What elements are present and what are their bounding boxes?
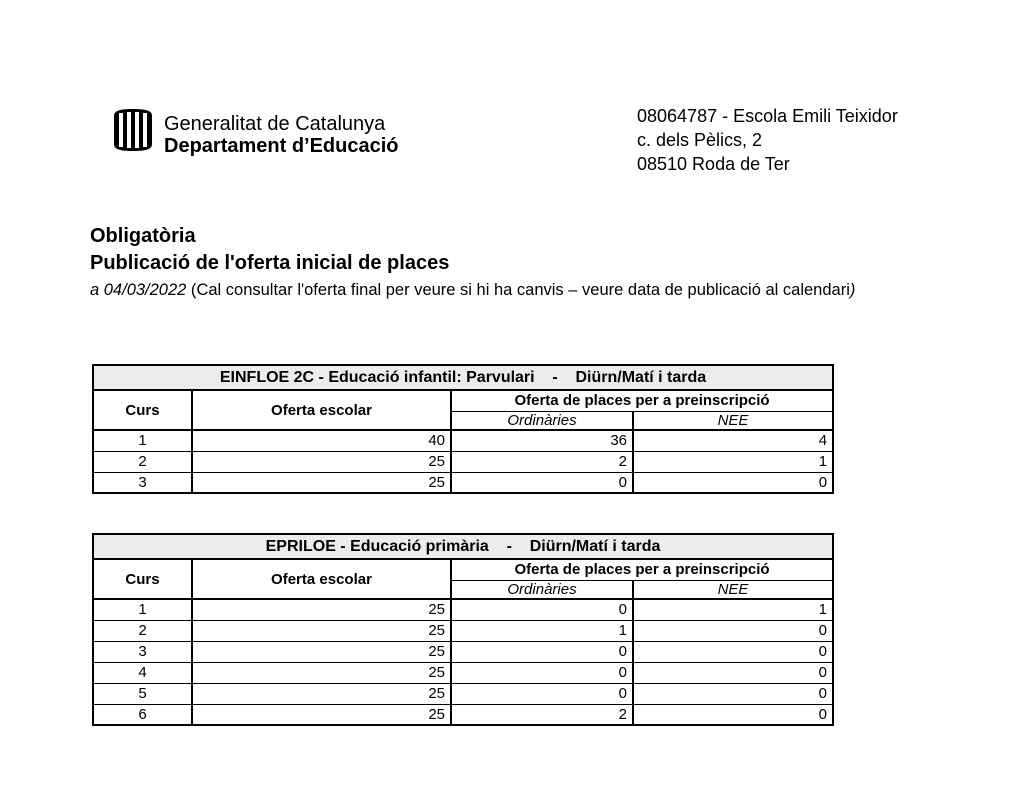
level-title: Obligatòria <box>90 225 196 247</box>
cell-ordinaries: 0 <box>451 683 633 704</box>
header-oferta-escolar: Oferta escolar <box>192 390 451 430</box>
cell-oferta: 25 <box>192 599 451 620</box>
header-nee: NEE <box>633 411 833 430</box>
table-row <box>93 599 833 620</box>
cell-oferta: 40 <box>192 430 451 451</box>
cell-ordinaries: 36 <box>451 430 633 451</box>
table-row <box>93 662 833 683</box>
table-row <box>93 620 833 641</box>
school-name: 08064787 - Escola Emili Teixidor <box>637 106 898 126</box>
cell-ordinaries: 0 <box>451 599 633 620</box>
school-city: 08510 Roda de Ter <box>637 154 790 174</box>
publication-note <box>90 278 855 302</box>
logo-text <box>164 113 399 157</box>
school-street: c. dels Pèlics, 2 <box>637 130 763 150</box>
cell-oferta: 25 <box>192 662 451 683</box>
cell-oferta: 25 <box>192 641 451 662</box>
cell-ordinaries: 1 <box>451 620 633 641</box>
cell-ordinaries: 2 <box>451 704 633 725</box>
cell-curs: 5 <box>93 683 192 704</box>
table-row <box>93 641 833 662</box>
cell-nee: 1 <box>633 599 833 620</box>
note-open: ( <box>186 281 197 299</box>
header-preinscripcio: Oferta de places per a preinscripció <box>451 559 833 580</box>
cell-curs: 1 <box>93 430 192 451</box>
header-curs: Curs <box>93 559 192 599</box>
cell-oferta: 25 <box>192 704 451 725</box>
logo-generalitat: Generalitat de Catalunya <box>164 113 386 135</box>
table-row <box>93 704 833 725</box>
header-preinscripcio: Oferta de places per a preinscripció <box>451 390 833 411</box>
cell-curs: 1 <box>93 599 192 620</box>
table-caption: EPRILOE - Educació primària - Diürn/Matí i tarda <box>93 534 833 559</box>
cell-oferta: 25 <box>192 620 451 641</box>
school-address <box>637 104 898 176</box>
generalitat-bars-icon <box>110 108 156 152</box>
cell-ordinaries: 0 <box>451 472 633 493</box>
note-close: ) <box>849 281 856 299</box>
publication-date: a 04/03/2022 <box>90 281 187 299</box>
table-row <box>93 683 833 704</box>
cell-curs: 3 <box>93 641 192 662</box>
document-heading <box>90 223 855 302</box>
cell-curs: 2 <box>93 620 192 641</box>
header-ordinaries: Ordinàries <box>451 580 633 599</box>
cell-oferta: 25 <box>192 472 451 493</box>
cell-oferta: 25 <box>192 451 451 472</box>
cell-nee: 0 <box>633 472 833 493</box>
table-infantil <box>92 364 834 494</box>
table-caption: EINFLOE 2C - Educació infantil: Parvulari - Diürn/Matí i tarda <box>93 365 833 390</box>
table-row <box>93 472 833 493</box>
note-text: Cal consultar l'oferta final per veure si hi ha canvis – veure data de publicació al calendari <box>196 281 850 299</box>
cell-nee: 0 <box>633 662 833 683</box>
cell-nee: 0 <box>633 704 833 725</box>
cell-ordinaries: 2 <box>451 451 633 472</box>
cell-oferta: 25 <box>192 683 451 704</box>
cell-curs: 3 <box>93 472 192 493</box>
cell-nee: 0 <box>633 683 833 704</box>
cell-ordinaries: 0 <box>451 662 633 683</box>
header-oferta-escolar: Oferta escolar <box>192 559 451 599</box>
logo-department: Departament d’Educació <box>164 135 399 157</box>
header-ordinaries: Ordinàries <box>451 411 633 430</box>
cell-curs: 6 <box>93 704 192 725</box>
table-row <box>93 451 833 472</box>
cell-ordinaries: 0 <box>451 641 633 662</box>
cell-nee: 0 <box>633 641 833 662</box>
cell-curs: 2 <box>93 451 192 472</box>
table-primaria <box>92 533 834 726</box>
header-curs: Curs <box>93 390 192 430</box>
table-row <box>93 430 833 451</box>
cell-curs: 4 <box>93 662 192 683</box>
generalitat-logo <box>110 105 450 157</box>
header-nee: NEE <box>633 580 833 599</box>
cell-nee: 1 <box>633 451 833 472</box>
cell-nee: 4 <box>633 430 833 451</box>
cell-nee: 0 <box>633 620 833 641</box>
page-title: Publicació de l'oferta inicial de places <box>90 252 450 274</box>
